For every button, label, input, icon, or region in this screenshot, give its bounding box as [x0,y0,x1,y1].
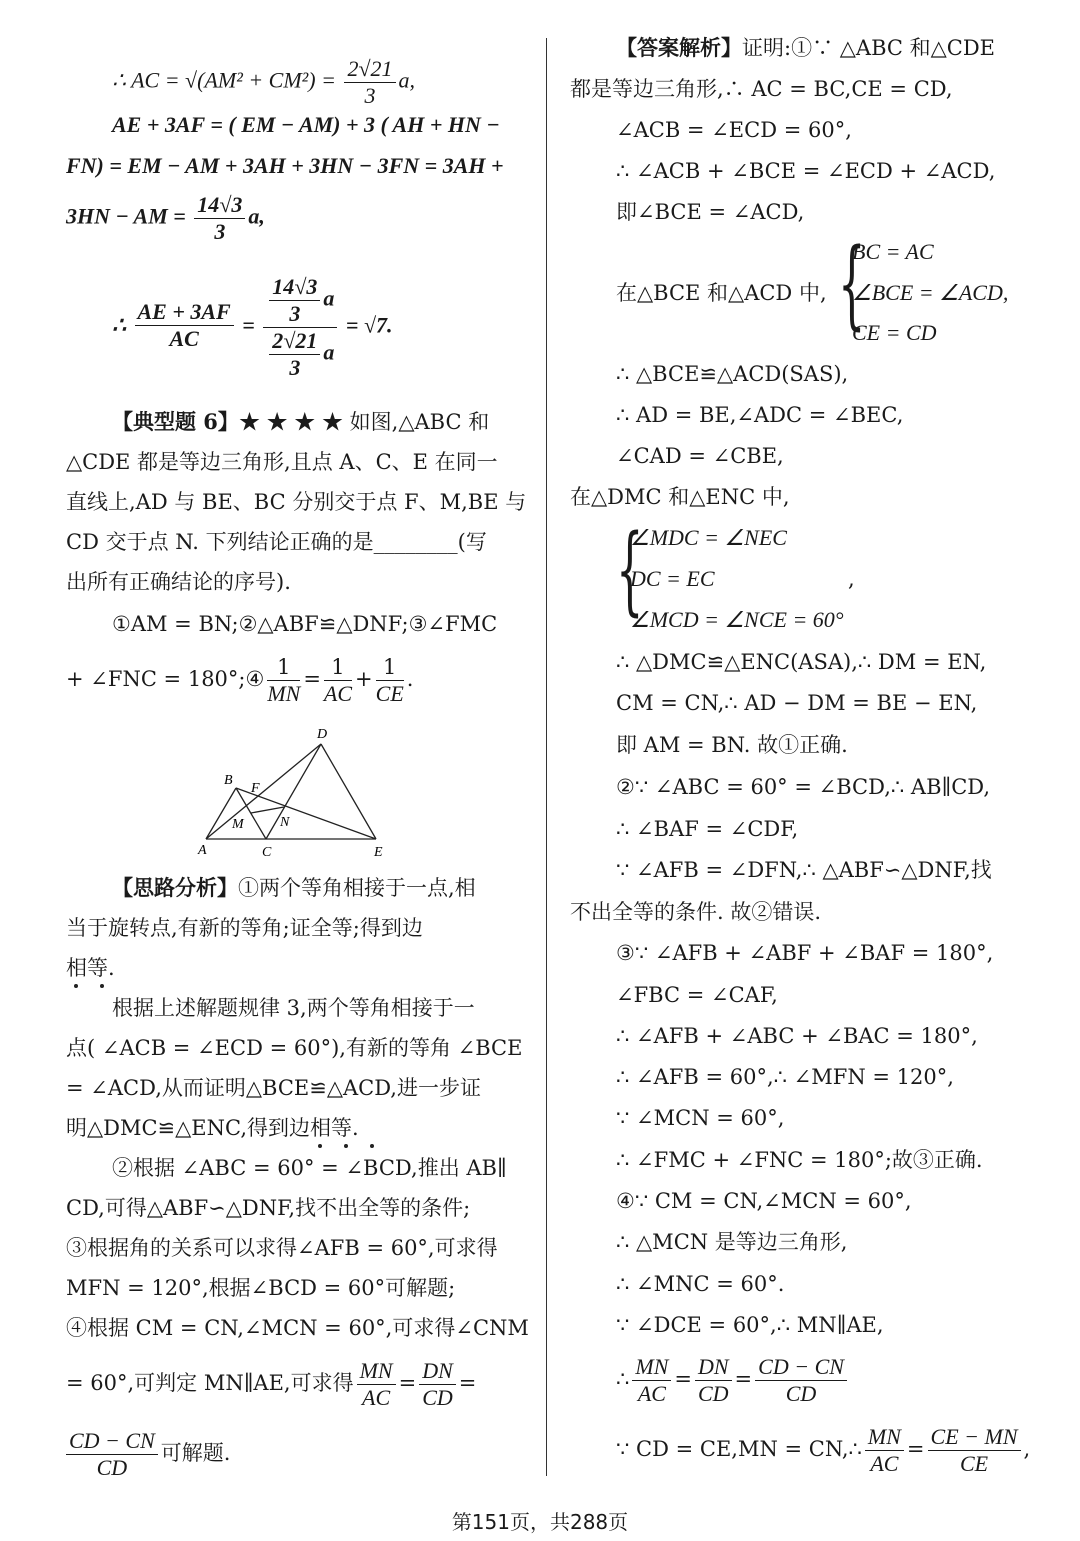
analysis-line-14 [66,1428,230,1481]
denominator: AC [870,1451,899,1476]
left-brace: { [838,228,866,340]
analysis-line-5: 点( ∠ACB = ∠ECD = 60°),有新的等角 ∠BCE [66,1036,523,1060]
fraction [357,1358,396,1411]
question-line-1 [112,408,489,436]
compound-fraction [263,274,337,381]
question-options-1: ①AM = BN;②△ABF≌△DNF;③∠FMC [112,612,498,636]
answer-line-6: 在△BCE 和△ACD 中, [616,281,827,305]
answer-line-3: ∠ACB = ∠ECD = 60°, [616,118,852,142]
comma: , [848,567,855,591]
text: 可解题. [160,1441,231,1465]
text: a [323,285,335,311]
line-ad [206,744,321,839]
answer-line-25: ④∵ CM = CN,∠MCN = 60°, [616,1189,912,1213]
question-line-2: △CDE 都是等边三角形,且点 A、C、E 在同一 [66,450,498,474]
answer-line-9: ∠CAD = ∠CBE, [616,444,784,468]
numerator: 14√3 [194,192,245,219]
denominator: CD [422,1385,453,1410]
numerator: MN [632,1354,671,1381]
fraction [376,654,404,707]
compound-numerator [263,274,337,328]
equals: = [398,1371,417,1395]
analysis-line-9: CD,可得△ABF∽△DNF,找不出全等的条件; [66,1196,471,1220]
answer-title: 【答案解析】 [616,35,742,60]
answer-line-19: ③∵ ∠AFB + ∠ABF + ∠BAF = 180°, [616,941,994,965]
numerator: CD − CN [66,1428,158,1455]
page-footer: 第151页，共288页 [451,1510,629,1534]
text: 如图,△ABC 和 [349,410,490,434]
text: ∵ CD = CE,MN = CN,∴ [616,1437,862,1461]
line-cd [266,744,321,839]
label-n: N [280,815,290,830]
therefore: ∴ [616,1367,630,1391]
label-c: C [262,845,272,860]
question-options-2 [66,654,413,707]
answer-line-30 [616,1424,1030,1477]
denominator: MN [267,681,301,706]
analysis-line-10: ③根据角的关系可以求得∠AFB = 60°,可求得 [66,1236,498,1260]
text: . [406,667,414,691]
numerator: DN [419,1358,456,1385]
label-e: E [374,845,383,860]
denominator: 3 [214,219,226,244]
denominator: AC [323,681,353,706]
analysis-line-1 [112,874,476,902]
question-line-3: 直线上,AD 与 BE、BC 分别交于点 F、M,BE 与 [66,490,527,514]
numerator: 14√3 [269,274,320,301]
fraction [755,1354,847,1407]
numerator: MN [357,1358,396,1385]
text: 证明:①∵ △ABC 和△CDE [742,36,996,60]
text: a, [398,67,416,93]
analysis-line-8: ②根据 ∠ABC = 60° = ∠BCD,推出 AB∥ [112,1156,507,1180]
fraction [865,1424,904,1477]
fraction [269,274,320,327]
geometry-figure [196,716,396,861]
denominator: AC [362,1385,391,1410]
text: = 60°,可判定 MN∥AE,可求得 [66,1371,354,1395]
analysis-line-11: MFN = 120°,根据∠BCD = 60°可解题; [66,1276,456,1300]
analysis-line-7: 明△DMC≌△ENC,得到边相等. [66,1116,359,1140]
text: , [1023,1437,1031,1461]
emphasis-dot [370,1144,374,1148]
difficulty-stars: ★ ★ ★ ★ [238,410,343,434]
condition-1: ∠MDC = ∠NEC [630,525,787,550]
therefore: ∴ [112,312,126,338]
label-m: M [232,817,244,832]
line-mn [251,807,284,813]
numerator: MN [865,1424,904,1451]
answer-line-12: ∴ △DMC≌△ENC(ASA),∴ DM = EN, [616,650,987,674]
answer-line-1 [616,34,995,62]
equals: = [242,312,255,338]
analysis-line-2: 当于旋转点,有新的等角;证全等;得到边 [66,916,423,940]
condition-3: CE = CD [852,320,937,345]
answer-line-17: ∵ ∠AFB = ∠DFN,∴ △ABF∽△DNF,找 [616,858,992,882]
column-divider [546,38,547,1476]
denominator: CE [375,681,404,706]
numerator: CE − MN [928,1424,1021,1451]
line-ac-formula [112,56,415,109]
label-f: F [251,781,260,796]
answer-line-8: ∴ AD = BE,∠ADC = ∠BEC, [616,403,904,427]
equals: = [674,1367,692,1391]
line-de [321,744,376,839]
answer-line-28: ∵ ∠DCE = 60°,∴ MN∥AE, [616,1313,884,1337]
label-b: B [224,773,233,788]
answer-line-21: ∴ ∠AFB + ∠ABC + ∠BAC = 180°, [616,1024,978,1048]
fraction [419,1358,456,1411]
denominator: CD [96,1455,128,1480]
fraction [267,654,300,707]
answer-line-24: ∴ ∠FMC + ∠FNC = 180°;故③正确. [616,1148,983,1172]
emphasis-dot [344,1144,348,1148]
numerator: 2√21 [269,328,320,355]
denominator: AC [169,326,199,351]
line-3hn [66,192,265,245]
denominator: 3 [289,355,301,380]
answer-line-22: ∴ ∠AFB = 60°,∴ ∠MFN = 120°, [616,1065,954,1089]
fraction [194,192,245,245]
equals: = [734,1367,753,1391]
condition-2: ∠BCE = ∠ACD, [852,280,1009,305]
denominator: 3 [289,301,301,326]
analysis-title: 【思路分析】 [112,875,238,900]
answer-line-27: ∴ ∠MNC = 60°. [616,1272,785,1296]
condition-1: BC = AC [852,239,934,264]
emphasis-dot [74,984,78,988]
line-fn-expand: FN) = EM − AM + 3AH + 3HN − 3FN = 3AH + [66,153,504,178]
question-line-5: 出所有正确结论的序号). [66,570,291,594]
answer-line-7: ∴ △BCE≌△ACD(SAS), [616,362,849,386]
numerator: DN [695,1354,732,1381]
condition-3: ∠MCD = ∠NCE = 60° [630,607,844,632]
condition-2: DC = EC [630,566,715,591]
compound-denominator [263,328,337,381]
label-d: D [317,727,328,742]
numerator: CD − CN [755,1354,847,1381]
text: 3HN − AM = [66,203,192,229]
answer-line-26: ∴ △MCN 是等边三角形, [616,1230,848,1254]
analysis-line-3: 相等. [66,956,115,980]
numerator: 1 [267,654,300,681]
text: a [323,339,335,365]
fraction [324,654,352,707]
text: ∴ AC = √(AM² + CM²) = [112,67,342,93]
text: a, [248,203,265,229]
denominator: CD [697,1381,729,1406]
answer-line-29 [616,1354,850,1407]
equals: = [303,667,321,691]
answer-line-14: 即 AM = BN. 故①正确. [616,733,848,757]
numerator: AE + 3AF [135,299,234,326]
line-ae-expand: AE + 3AF = ( EM − AM) + 3 ( AH + HN − [112,112,500,137]
equals: = [458,1371,477,1395]
denominator: CD [785,1381,817,1406]
fraction [695,1354,732,1407]
fraction [66,1428,158,1481]
answer-line-15: ②∵ ∠ABC = 60° = ∠BCD,∴ AB∥CD, [616,775,991,799]
fraction [928,1424,1021,1477]
fraction [632,1354,671,1407]
line-ratio-result [112,274,392,381]
question-line-4: CD 交于点 N. 下列结论正确的是________(写 [66,530,487,554]
answer-line-18: 不出全等的条件. 故②错误. [570,900,822,924]
answer-line-20: ∠FBC = ∠CAF, [616,983,778,1007]
emphasis-dot [318,1144,322,1148]
left-brace: { [616,514,644,626]
text: + ∠FNC = 180°;④ [66,667,265,691]
answer-line-16: ∴ ∠BAF = ∠CDF, [616,817,799,841]
analysis-line-4: 根据上述解题规律 3,两个等角相接于一 [112,996,475,1020]
fraction [269,328,320,381]
numerator: 2√21 [344,56,395,83]
equals: = [906,1437,925,1461]
emphasis-dot [100,984,104,988]
answer-line-13: CM = CN,∴ AD − DM = BE − EN, [616,691,978,715]
text: ①两个等角相接于一点,相 [238,876,476,900]
numerator: 1 [324,654,352,681]
plus: + [355,667,373,691]
denominator: CE [959,1451,989,1476]
answer-line-10: 在△DMC 和△ENC 中, [570,485,790,509]
analysis-line-12: ④根据 CM = CN,∠MCN = 60°,可求得∠CNM [66,1316,529,1340]
analysis-line-13 [66,1358,476,1411]
label-a: A [198,843,207,858]
question-title: 【典型题 6】 [112,409,239,434]
analysis-line-6: = ∠ACD,从而证明△BCE≌△ACD,进一步证 [66,1076,481,1100]
denominator: AC [637,1381,666,1406]
text: = √7. [345,312,393,338]
answer-line-5: 即∠BCE = ∠ACD, [616,200,805,224]
answer-line-4: ∴ ∠ACB + ∠BCE = ∠ECD + ∠ACD, [616,159,996,183]
denominator: 3 [364,83,376,108]
fraction [344,56,395,109]
answer-line-2: 都是等边三角形,∴ AC = BC,CE = CD, [570,77,953,101]
answer-line-23: ∵ ∠MCN = 60°, [616,1106,785,1130]
numerator: 1 [376,654,404,681]
fraction [135,299,234,352]
